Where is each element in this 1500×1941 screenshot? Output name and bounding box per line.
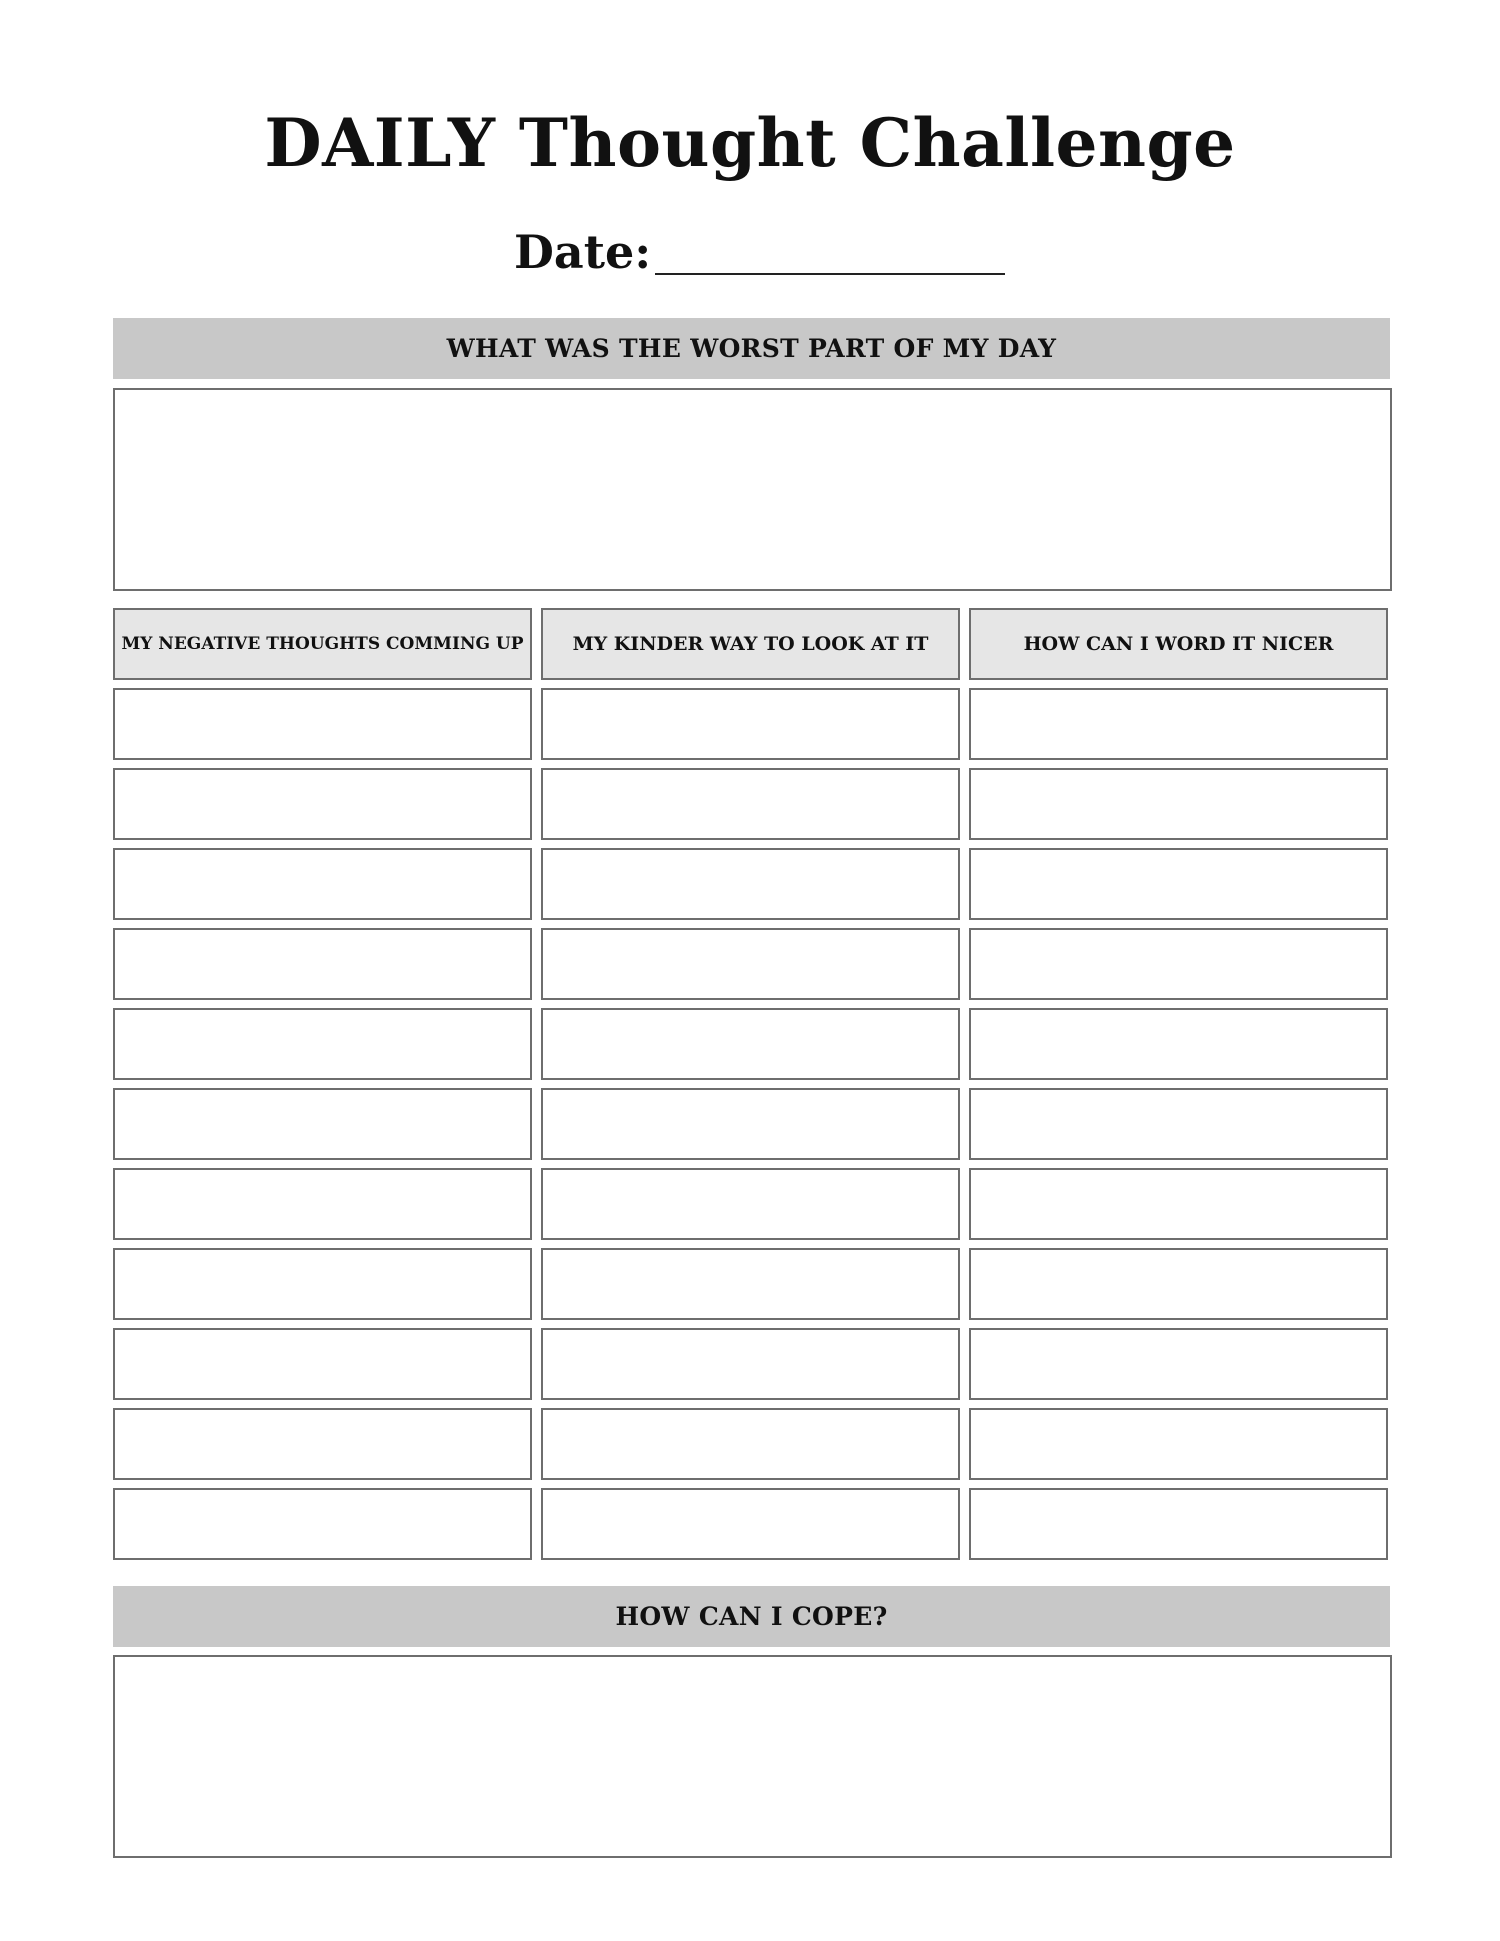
table-cell-nicer-wording[interactable] <box>969 688 1388 760</box>
worst-part-write-box[interactable] <box>113 388 1392 591</box>
table-cell-nicer-wording[interactable] <box>969 768 1388 840</box>
page-title: DAILY Thought Challenge <box>264 104 1236 182</box>
table-cell-negative-thought[interactable] <box>113 1168 532 1240</box>
table-cell-kinder-way[interactable] <box>541 1248 960 1320</box>
table-cell-negative-thought[interactable] <box>113 1248 532 1320</box>
table-cell-negative-thought[interactable] <box>113 1328 532 1400</box>
table-cell-kinder-way[interactable] <box>541 1488 960 1560</box>
table-cell-nicer-wording[interactable] <box>969 1488 1388 1560</box>
table-cell-kinder-way[interactable] <box>541 928 960 1000</box>
date-row <box>514 220 1005 280</box>
table-cell-kinder-way[interactable] <box>541 1168 960 1240</box>
thought-table <box>113 608 1392 1560</box>
table-cell-kinder-way[interactable] <box>541 1088 960 1160</box>
table-cell-kinder-way[interactable] <box>541 768 960 840</box>
table-cell-negative-thought[interactable] <box>113 688 532 760</box>
table-cell-kinder-way[interactable] <box>541 1408 960 1480</box>
date-field-line[interactable] <box>655 273 1005 275</box>
table-cell-negative-thought[interactable] <box>113 1408 532 1480</box>
worst-part-banner: WHAT WAS THE WORST PART OF MY DAY <box>113 318 1390 379</box>
table-cell-negative-thought[interactable] <box>113 1488 532 1560</box>
table-cell-negative-thought[interactable] <box>113 848 532 920</box>
table-cell-nicer-wording[interactable] <box>969 928 1388 1000</box>
table-cell-negative-thought[interactable] <box>113 768 532 840</box>
table-cell-negative-thought[interactable] <box>113 928 532 1000</box>
table-cell-nicer-wording[interactable] <box>969 1168 1388 1240</box>
table-cell-kinder-way[interactable] <box>541 848 960 920</box>
header-kinder-way: MY KINDER WAY TO LOOK AT IT <box>541 608 960 680</box>
table-cell-negative-thought[interactable] <box>113 1088 532 1160</box>
date-label: Date: <box>514 225 652 279</box>
cope-banner: HOW CAN I COPE? <box>113 1586 1390 1647</box>
table-cell-kinder-way[interactable] <box>541 1328 960 1400</box>
cope-write-box[interactable] <box>113 1655 1392 1858</box>
table-cell-kinder-way[interactable] <box>541 688 960 760</box>
table-cell-nicer-wording[interactable] <box>969 1008 1388 1080</box>
table-cell-nicer-wording[interactable] <box>969 1328 1388 1400</box>
table-cell-nicer-wording[interactable] <box>969 1248 1388 1320</box>
table-cell-negative-thought[interactable] <box>113 1008 532 1080</box>
table-cell-nicer-wording[interactable] <box>969 848 1388 920</box>
table-cell-nicer-wording[interactable] <box>969 1408 1388 1480</box>
header-word-nicer: HOW CAN I WORD IT NICER <box>969 608 1388 680</box>
table-cell-kinder-way[interactable] <box>541 1008 960 1080</box>
header-negative-thoughts: MY NEGATIVE THOUGHTS COMMING UP <box>113 608 532 680</box>
table-cell-nicer-wording[interactable] <box>969 1088 1388 1160</box>
